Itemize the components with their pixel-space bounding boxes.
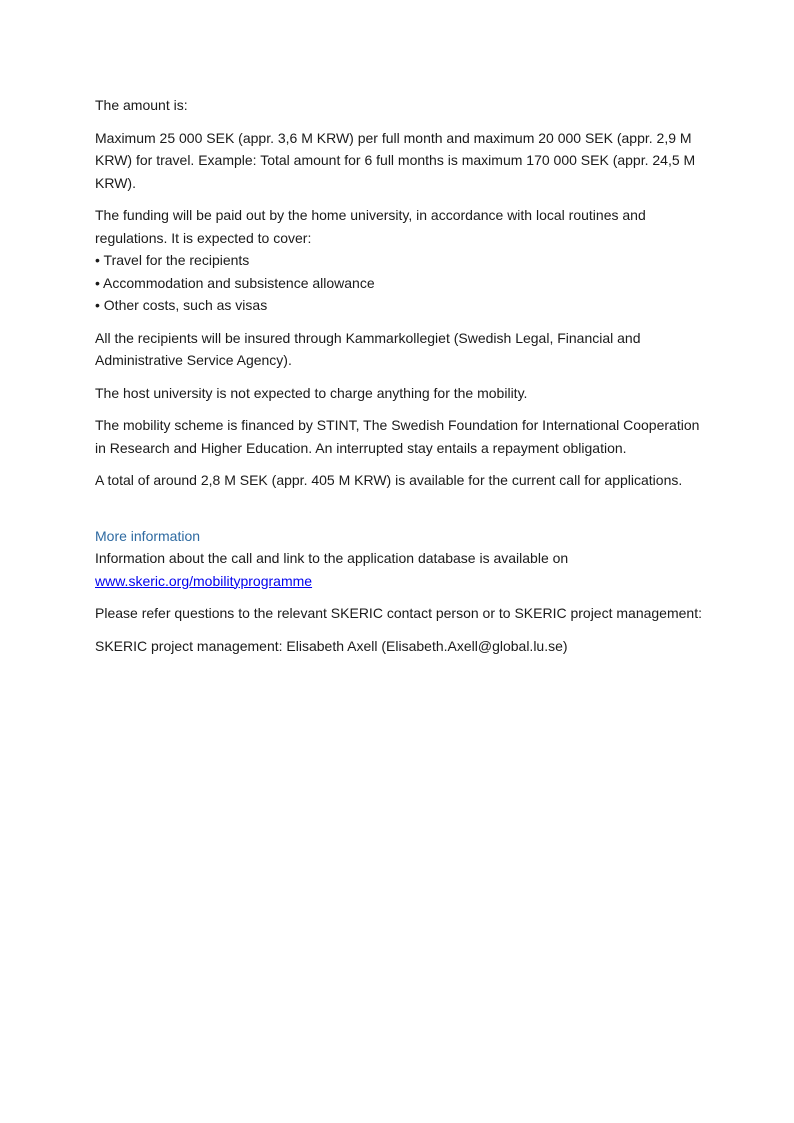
funding-item: • Accommodation and subsistence allowance xyxy=(95,272,705,295)
host-paragraph: The host university is not expected to charge anything for the mobility. xyxy=(95,384,528,401)
contact-paragraph: SKERIC project management: Elisabeth Axell (Elisabeth.Axell@global.lu.se) xyxy=(95,637,568,654)
financing-paragraph: The mobility scheme is financed by STINT, The Swedish Foundation for International Cooperation in Research and Higher Education. An interrupted stay entails a repayment obligation. xyxy=(95,417,700,456)
amount-intro: The amount is: xyxy=(95,97,188,113)
funding-item: • Other costs, such as visas xyxy=(95,294,705,317)
more-info-text: Information about the call and link to the application database is available on xyxy=(95,550,569,566)
more-info-paragraph xyxy=(95,547,705,592)
amount-details: Maximum 25 000 SEK (appr. 3,6 M KRW) per full month and maximum 20 000 SEK (appr. 2,9 M KRW) for travel. Example: Total amount for 6 full months is maximum 170 000 SEK (appr. 24,5 M KRW). xyxy=(95,129,696,191)
funding-list xyxy=(95,249,705,317)
mobility-programme-link[interactable]: www.skeric.org/mobilityprogramme xyxy=(95,572,313,589)
more-info-heading: More information xyxy=(95,527,201,544)
total-paragraph: A total of around 2,8 M SEK (appr. 405 M KRW) is available for the current call for applications. xyxy=(95,472,683,488)
questions-paragraph: Please refer questions to the relevant SKERIC contact person or to SKERIC project management: xyxy=(95,605,702,621)
funding-item: • Travel for the recipients xyxy=(95,249,705,272)
document-page xyxy=(95,94,705,667)
funding-section xyxy=(95,204,705,317)
insurance-paragraph: All the recipients will be insured through Kammarkollegiet (Swedish Legal, Financial and Administrative Service Agency). xyxy=(95,329,641,368)
funding-intro: The funding will be paid out by the home university, in accordance with local routines and regulations. It is expected to cover: xyxy=(95,207,646,246)
